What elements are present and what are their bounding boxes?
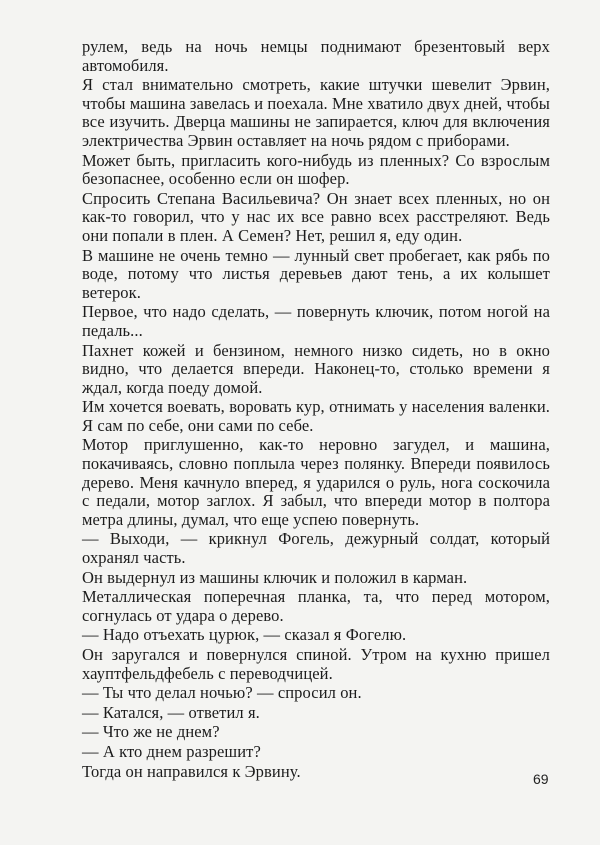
paragraph-3: Может быть, пригласить кого-нибудь из пленных? Со взрослым безопаснее, особенно если он шофер. — [82, 150, 550, 189]
page-number: 69 — [533, 771, 549, 787]
paragraph-19: Тогда он направился к Эрвину. — [82, 761, 301, 781]
paragraph-15: — Ты что делал ночью? — спросил он. — [82, 683, 362, 703]
paragraph-6: Первое, что надо сделать, — повернуть ключик, потом ногой на педаль... — [82, 302, 550, 340]
paragraph-17: — Что же не днем? — [82, 722, 220, 742]
paragraph-9: Мотор приглушенно, как-то неровно загудел, и машина, покачиваясь, словно поплыла через полянку. Впереди появилось дерево. Меня качнуло вперед, я ударился о руль, нога соскочила с педали, мотор заглох. Я забыл, что впереди мотор в полтора метра длины, думал, что еще успею повернуть. — [82, 435, 550, 529]
paragraph-14: Он заругался и повернулся спиной. Утром на кухню пришел хауптфельдфебель с переводчицей. — [82, 645, 550, 683]
paragraph-1: рулем, ведь на ночь немцы поднимают брезентовый верх автомобиля. — [82, 37, 550, 75]
paragraph-11: Он выдернул из машины ключик и положил в карман. — [82, 567, 468, 587]
paragraph-18: — А кто днем разрешит? — [82, 741, 261, 761]
page-body — [82, 38, 550, 782]
paragraph-5: В машине не очень темно — лунный свет пробегает, как рябь по воде, потому что листья деревьев дают тень, а их колышет ветерок. — [82, 245, 550, 302]
paragraph-4: Спросить Степана Васильевича? Он знает всех пленных, но он как-то говорил, что у нас их все равно всех расстреляют. Ведь они попали в плен. А Семен? Нет, решил я, еду один. — [82, 188, 550, 245]
paragraph-10: — Выходи, — крикнул Фогель, дежурный солдат, который охранял часть. — [82, 529, 550, 568]
paragraph-13: — Надо отъехать цурюк, — сказал я Фогелю. — [82, 625, 407, 645]
paragraph-8: Им хочется воевать, воровать кур, отнимать у населения валенки. Я сам по себе, они сами по себе. — [82, 397, 550, 435]
paragraph-2: Я стал внимательно смотреть, какие штучки шевелит Эрвин, чтобы машина завелась и поехала. Мне хватило двух дней, чтобы все изучить. Дверца машины не запирается, ключ для включения электричества Эрвин оставляет на ночь рядом с приборами. — [82, 75, 550, 150]
paragraph-16: — Катался, — ответил я. — [82, 702, 260, 722]
paragraph-7: Пахнет кожей и бензином, немного низко сидеть, но в окно видно, что делается впереди. Наконец-то, столько времени я ждал, когда поеду домой. — [82, 340, 550, 397]
paragraph-12: Металлическая поперечная планка, та, что перед мотором, согнулась от удара о дерево. — [82, 587, 550, 625]
